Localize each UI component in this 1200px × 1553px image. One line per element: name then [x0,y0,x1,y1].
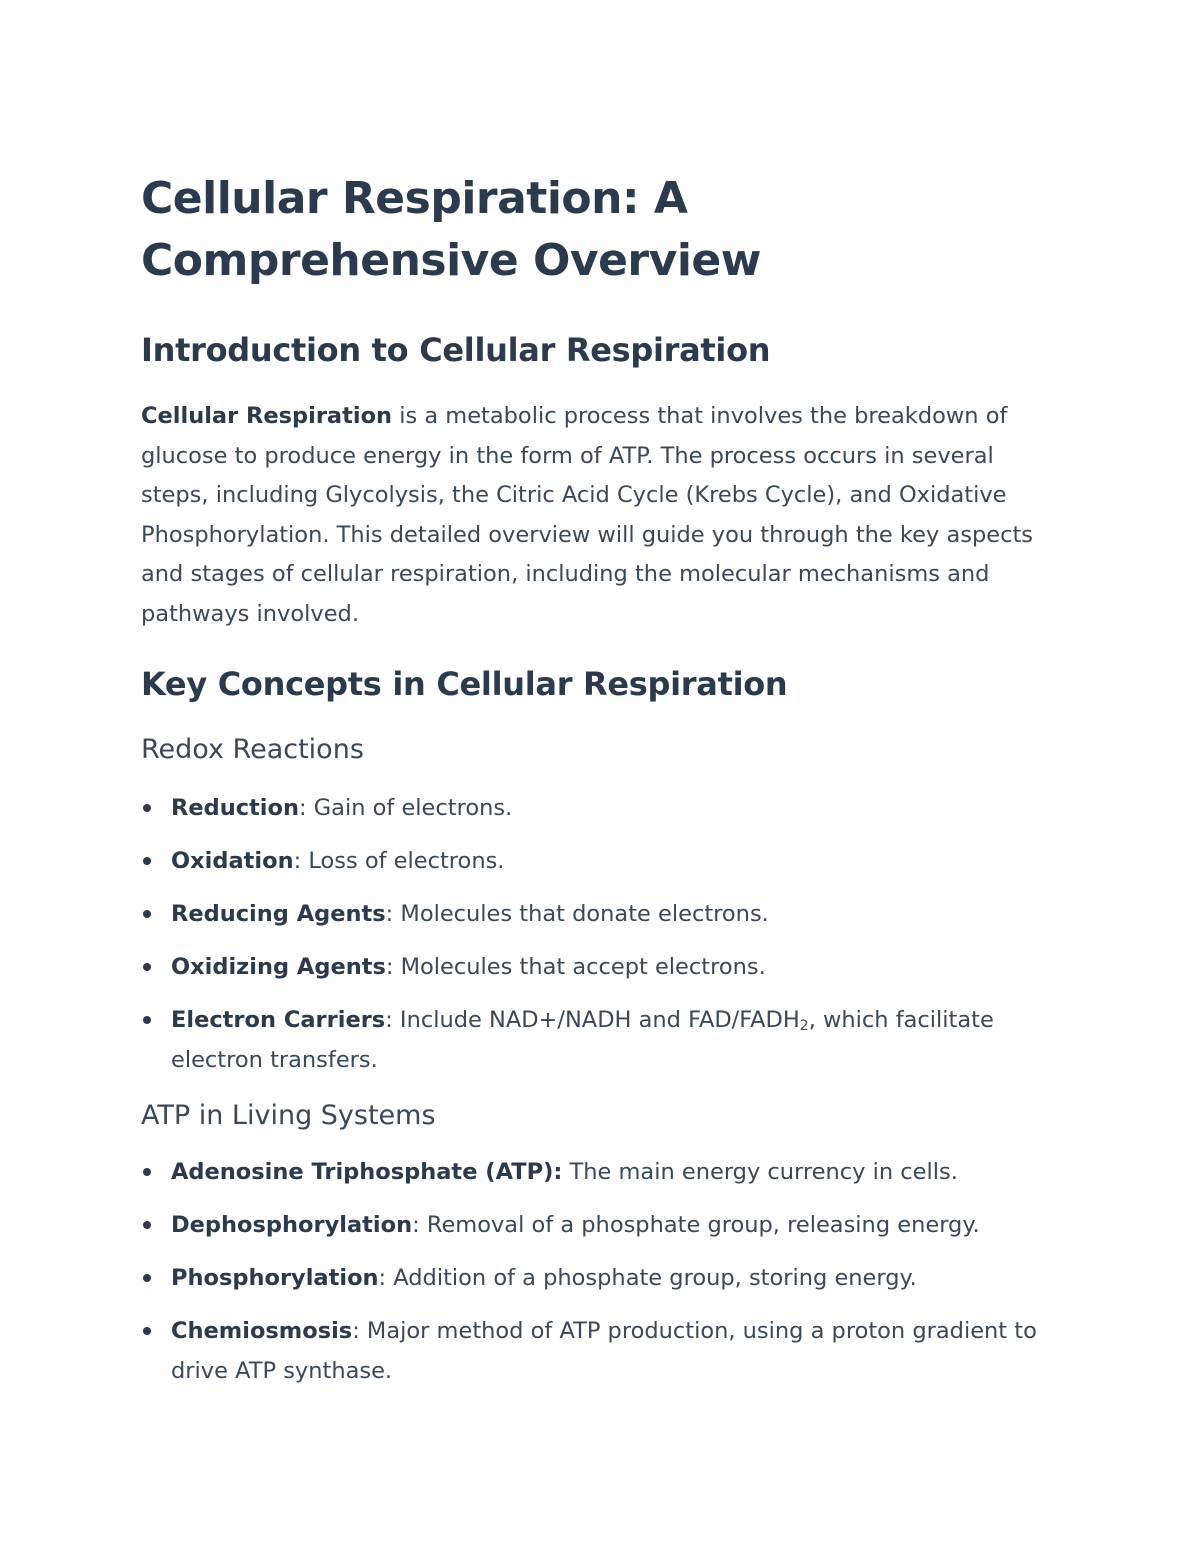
subheading-atp-living-systems: ATP in Living Systems [141,1100,436,1131]
list-item-term: Oxidation [171,848,294,874]
list-item-text-continued: , which facilitate electron transfers. [171,1007,994,1073]
list-item-text: : Molecules that accept electrons. [385,954,766,980]
list-item-text: : Gain of electrons. [299,795,513,821]
intro-paragraph [141,397,1061,634]
list-item-text: : Include NAD+/NADH and FAD/FADH [385,1007,800,1033]
bullet-icon [143,804,151,812]
list-item [141,842,1061,882]
list-item-term: Phosphorylation [171,1265,379,1291]
list-item-text: : Major method of ATP production, using a proton gradient to drive ATP synthase. [171,1318,1037,1384]
document-title: Cellular Respiration: A Comprehensive Overview [141,173,761,286]
list-item-term: Chemiosmosis [171,1318,353,1344]
section-heading-key-concepts: Key Concepts in Cellular Respiration [141,665,788,703]
atp-list [141,1153,1061,1391]
list-item [141,1312,1061,1391]
list-item [141,789,1061,829]
section-heading-introduction: Introduction to Cellular Respiration [141,331,771,369]
list-item-term: Reduction [171,795,299,821]
subscript-2: 2 [799,1018,809,1034]
list-item-text: : Loss of electrons. [293,848,505,874]
bullet-icon [143,857,151,865]
list-item-text: The main energy currency in cells. [562,1159,958,1185]
list-item [141,948,1061,988]
list-item [141,1259,1061,1299]
bullet-icon [143,1274,151,1282]
bullet-icon [143,910,151,918]
list-item [141,1153,1061,1193]
document-page [141,168,1061,1391]
bullet-icon [143,1221,151,1229]
list-item [141,895,1061,935]
bullet-icon [143,1168,151,1176]
list-item-term: Reducing Agents [171,901,386,927]
list-item-text: : Addition of a phosphate group, storing energy. [378,1265,917,1291]
intro-text: is a metabolic process that involves the breakdown of glucose to produce energy in the form of ATP. The process occurs in several steps, including Glycolysis, the Citric Acid Cycle (Krebs Cycle), and Oxidative Phosphorylation. This detailed overview will guide you through the key aspects and stages of cellular respiration, including the molecular mechanisms and pathways involved. [141,403,1034,627]
list-item-text: : Molecules that donate electrons. [385,901,769,927]
bullet-icon [143,963,151,971]
list-item-text: : Removal of a phosphate group, releasing energy. [412,1212,980,1238]
list-item-term: Electron Carriers [171,1007,386,1033]
list-item-term: Dephosphorylation [171,1212,413,1238]
list-item-term: Adenosine Triphosphate (ATP): [171,1159,563,1185]
list-item [141,1206,1061,1246]
subheading-redox-reactions: Redox Reactions [141,734,364,765]
redox-list [141,789,1061,1080]
bullet-icon [143,1016,151,1024]
bullet-icon [143,1327,151,1335]
intro-lead-term: Cellular Respiration [141,403,393,429]
list-item-term: Oxidizing Agents [171,954,386,980]
list-item [141,1001,1061,1080]
